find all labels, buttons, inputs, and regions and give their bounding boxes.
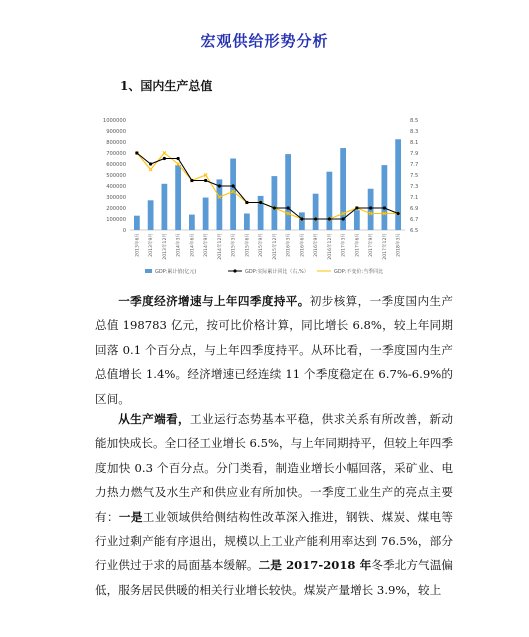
- x-tick-label: 2017年3月: [341, 233, 347, 257]
- y-right-tick-label: 7.1: [410, 195, 419, 201]
- series-real-point: [149, 162, 152, 165]
- paragraph-2: [95, 407, 453, 602]
- series-real-point: [177, 157, 180, 160]
- y-right-tick-label: 8.1: [410, 140, 419, 146]
- bar: [271, 176, 277, 230]
- y-left-tick-label: 100000: [106, 217, 126, 223]
- x-tick-label: 2014年6月: [190, 233, 196, 257]
- x-tick-label: 2013年12月: [162, 233, 168, 260]
- bar: [203, 198, 209, 230]
- series-real-point: [287, 206, 290, 209]
- y-left-tick-label: 1000000: [102, 118, 126, 124]
- bar: [285, 154, 291, 230]
- bar: [148, 200, 154, 230]
- y-left-tick-label: 800000: [106, 140, 126, 146]
- y-right-tick-label: 7.5: [410, 173, 419, 179]
- series-real-point: [273, 206, 276, 209]
- bar: [326, 172, 332, 230]
- paragraph-1-lead: 一季度经济增速与上年四季度持平。: [118, 294, 310, 308]
- bar: [244, 214, 250, 231]
- x-tick-label: 2017年9月: [369, 233, 375, 257]
- x-tick-label: 2015年12月: [272, 233, 278, 260]
- y-left-tick-label: 300000: [106, 195, 126, 201]
- bar: [230, 159, 236, 231]
- legend-swatch-bars: [145, 269, 152, 273]
- y-right-tick-label: 6.7: [410, 217, 419, 223]
- y-right-tick-label: 7.3: [410, 184, 419, 190]
- series-real-point: [342, 217, 345, 220]
- bar: [175, 165, 181, 230]
- series-real-point: [190, 179, 193, 182]
- x-tick-label: 2016年12月: [327, 233, 333, 260]
- series-real-point: [328, 217, 331, 220]
- legend-marker-real: [233, 269, 236, 272]
- series-real-point: [163, 157, 166, 160]
- series-real-point: [369, 206, 372, 209]
- bar: [313, 194, 319, 230]
- paragraph-2-text-1: 工业运行态势基本平稳，供求关系有所改善，新动能加快成长。全口径工业增长 6.5%，与上年同期持平，但较上年四季度加快 0.3 个百分点。分门类看，制造业增长小幅回落，采矿业、电力热力燃气及水生产和供应业有所加快。一季度工业生产的亮点主要有：: [95, 412, 453, 524]
- x-tick-label: 2014年12月: [217, 233, 223, 260]
- bar: [395, 139, 401, 230]
- series-real-point: [245, 201, 248, 204]
- x-tick-label: 2018年3月: [396, 233, 402, 257]
- bar: [161, 184, 167, 230]
- paragraph-2-point-1: 一是: [118, 509, 143, 524]
- paragraph-1-text: 初步核算，一季度国内生产总值 198783 亿元，按可比价格计算，同比增长 6.8%，较上年同期回落 0.1 个百分点，与上年四季度持平。从环比看，一季度国内生产总值增长 1.4%。经济增速已经连续 11 个季度稳定在 6.7%-6.9%的区间。: [95, 294, 453, 406]
- y-left-tick-label: 400000: [106, 184, 126, 190]
- y-right-tick-label: 6.9: [410, 206, 419, 212]
- paragraph-2-text-2: 工业领域供给侧结构性改革深入推进，钢铁、煤炭、煤电等行业过剩产能有序退出，规模以上工业产能利用率达到 76.5%，部分行业供过于求的局面基本缓解。: [95, 509, 453, 573]
- y-right-tick-label: 8.5: [410, 118, 419, 124]
- legend-label-bars: GDP:累计值(亿元): [155, 269, 197, 275]
- series-real-point: [383, 206, 386, 209]
- gdp-chart-svg: [95, 108, 435, 283]
- y-left-tick-label: 0: [122, 228, 126, 234]
- series-real-point: [397, 212, 400, 215]
- paragraph-1: [95, 289, 453, 411]
- bar: [354, 210, 360, 230]
- x-tick-label: 2013年9月: [149, 233, 155, 257]
- y-right-tick-label: 6.5: [410, 228, 419, 234]
- series-real-point: [314, 217, 317, 220]
- y-right-tick-label: 7.9: [410, 151, 419, 157]
- series-yoy-point: [149, 168, 152, 171]
- x-tick-label: 2017年6月: [355, 233, 361, 257]
- bar: [189, 215, 195, 230]
- x-tick-label: 2017年12月: [382, 233, 388, 260]
- series-real-point: [218, 184, 221, 187]
- bar: [381, 165, 387, 230]
- gdp-chart: [95, 108, 435, 283]
- series-real-point: [204, 179, 207, 182]
- y-right-tick-label: 7.7: [410, 162, 419, 168]
- x-tick-label: 2016年9月: [314, 233, 320, 257]
- legend-label-real: GDP:实际累计同比（右,%）: [245, 269, 309, 275]
- x-tick-label: 2015年9月: [259, 233, 265, 257]
- paragraph-2-text-3: 冬季北方气温偏低，服务居民供暖的相关行业增长较快。煤炭产量增长 3.9%，较上: [95, 558, 453, 597]
- page-title: 宏观供给形势分析: [200, 32, 329, 50]
- series-real-point: [355, 206, 358, 209]
- x-tick-label: 2016年3月: [286, 233, 292, 257]
- series-real-point: [300, 217, 303, 220]
- series-real-point: [135, 151, 138, 154]
- paragraph-2-point-2: 二是 2017-2018 年: [258, 558, 372, 573]
- y-left-tick-label: 700000: [106, 151, 126, 157]
- series-real-point: [232, 184, 235, 187]
- y-left-tick-label: 200000: [106, 206, 126, 212]
- series-yoy-point: [163, 151, 166, 154]
- x-tick-label: 2013年6月: [135, 233, 141, 257]
- x-tick-label: 2015年6月: [245, 233, 251, 257]
- x-tick-label: 2015年3月: [231, 233, 237, 257]
- bar: [134, 216, 140, 230]
- series-real-point: [259, 201, 262, 204]
- x-tick-label: 2014年9月: [204, 233, 210, 257]
- paragraph-2-lead: 从生产端看，: [118, 412, 191, 426]
- x-tick-label: 2014年3月: [176, 233, 182, 257]
- section-heading: 1、国内生产总值: [120, 79, 213, 93]
- y-left-tick-label: 900000: [106, 129, 126, 135]
- bar: [299, 212, 305, 230]
- y-right-tick-label: 8.3: [410, 129, 419, 135]
- legend-label-yoy: GDP:不变价:当季同比: [334, 269, 384, 275]
- y-left-tick-label: 500000: [106, 173, 126, 179]
- y-left-tick-label: 600000: [106, 162, 126, 168]
- x-tick-label: 2016年6月: [300, 233, 306, 257]
